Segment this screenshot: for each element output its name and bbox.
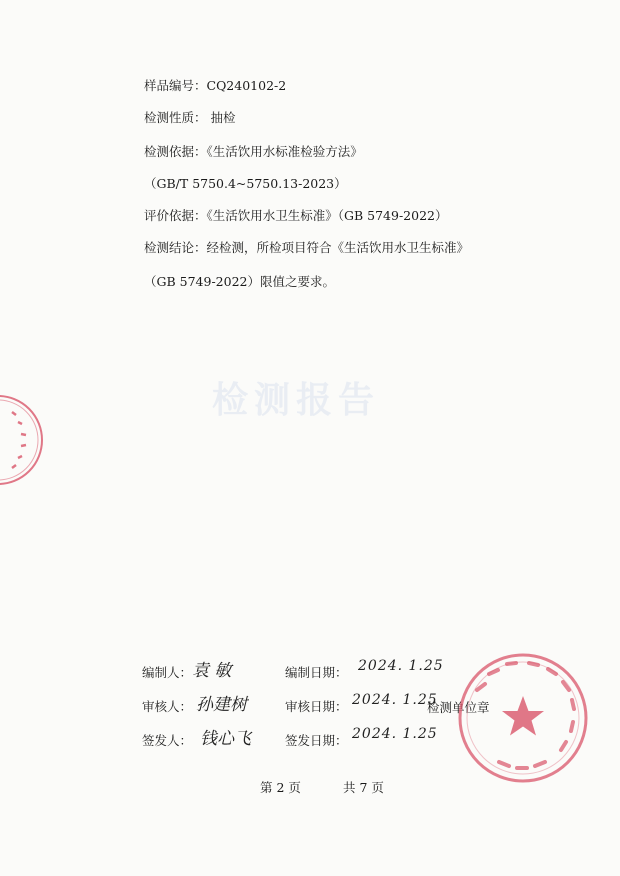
page-number: 第 2 页 [260, 780, 301, 795]
reviewer-signature: 孙建树 [196, 695, 247, 715]
review-date-label: 审核日期： [285, 699, 348, 714]
compiler-signature: 袁 敏 [192, 661, 232, 681]
total-pages: 共 7 页 [343, 780, 384, 795]
watermark-text: 检测报告 [212, 380, 381, 421]
issue-date-label: 签发日期： [285, 733, 348, 748]
compile-date: 2024. 1.25 [358, 658, 444, 674]
sample-number: 样品编号：CQ240102-2 [144, 78, 287, 93]
method-basis: 检测依据：《生活饮用水标准检验方法》 [144, 144, 363, 159]
issuer-label: 签发人： [142, 733, 193, 748]
evaluation-basis: 评价依据：《生活饮用水卫生标准》（GB 5749-2022） [144, 208, 448, 223]
compiler-label: 编制人： [142, 665, 193, 680]
reviewer-label: 审核人： [142, 699, 193, 714]
inspection-type: 检测性质： 抽检 [144, 110, 236, 125]
conclusion-line-2: （GB 5749-2022）限值之要求。 [144, 274, 335, 289]
issuer-signature: 钱心飞 [200, 729, 251, 749]
edge-seal-stamp [0, 390, 48, 490]
conclusion-line-1: 检测结论：经检测，所检项目符合《生活饮用水卫生标准》 [144, 240, 470, 255]
official-seal-stamp [455, 650, 591, 786]
review-date: 2024. 1.25 [352, 692, 438, 708]
method-standard: （GB/T 5750.4~5750.13-2023） [144, 176, 347, 191]
compile-date-label: 编制日期： [285, 665, 348, 680]
issue-date: 2024. 1.25 [352, 726, 438, 742]
unit-seal-label: 检测单位章 [427, 700, 490, 715]
